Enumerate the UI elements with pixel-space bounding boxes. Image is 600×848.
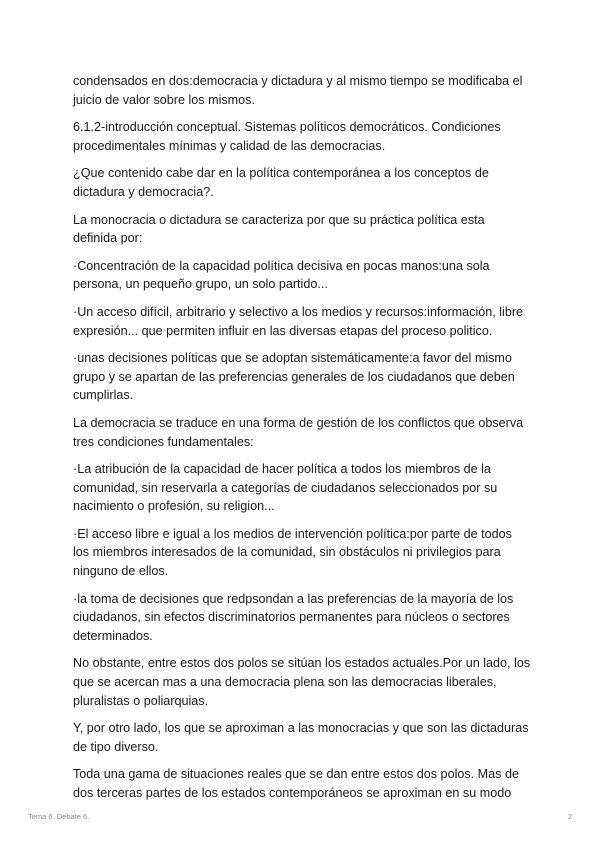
list-item: ·El acceso libre e igual a los medios de intervención política:por parte de todos los miembros interesados de la comunidad, sin obstáculos ni privilegios para ninguno de ellos. [73, 526, 512, 579]
document-body [73, 72, 531, 812]
paragraph: condensados en dos:democracia y dictadura y al mismo tiempo se modificaba el juicio de valor sobre los mismos. [73, 74, 523, 107]
paragraph: La democracia se traduce en una forma de gestión de los conflictos que observa tres condiciones fundamentales: [73, 415, 524, 449]
section-heading: 6.1.2-introducción conceptual. Sistemas políticos democráticos. Condiciones procedimentales mínimas y calidad de las democracias. [73, 120, 501, 153]
paragraph: Toda una gama de situaciones reales que se dan entre estos dos polos. Mas de dos terceras partes de los estados contemporáneos se aproximan en su modo [73, 767, 519, 800]
paragraph: No obstante, entre estos dos polos se sitúan los estados actuales.Por un lado, los que se acercan mas a una democracia plena son las democracias liberales, pluralistas o poliarquias. [73, 656, 531, 708]
paragraph: Y, por otro lado, los que se aproximan a las monocracias y que son las dictaduras de tipo diverso. [73, 721, 529, 754]
list-item: ·unas decisiones políticas que se adoptan sistemáticamente:a favor del mismo grupo y se apartan de las preferencias generales de los ciudadanos que deben cumplirlas. [73, 351, 515, 403]
footer-label: Tema 6. Debate 6. [28, 812, 90, 821]
list-item: ·Concentración de la capacidad política decisiva en pocas manos:una sola persona, un pequeño grupo, un solo partido... [73, 258, 490, 292]
paragraph: La monocracia o dictadura se caracteriza por que su práctica política esta definida por: [73, 212, 485, 246]
list-item: ·La atribución de la capacidad de hacer política a todos los miembros de la comunidad, sin reservarla a categorías de ciudadanos seleccionados por su nacimiento o profesión, su religion... [73, 462, 498, 514]
page-number: 2 [567, 812, 572, 821]
list-item: ·Un acceso difícil, arbitrario y selectivo a los medios y recursos:información, libre expresión... que permiten influir en las diversas etapas del proceso politico. [73, 304, 524, 338]
paragraph: ¿Que contenido cabe dar en la política contemporánea a los conceptos de dictadura y democracia?. [73, 166, 489, 199]
list-item: ·la toma de decisiones que redpsondan a las preferencias de la mayoría de los ciudadanos, sin efectos discriminatorios permanentes para núcleos o sectores determinados. [73, 591, 514, 643]
